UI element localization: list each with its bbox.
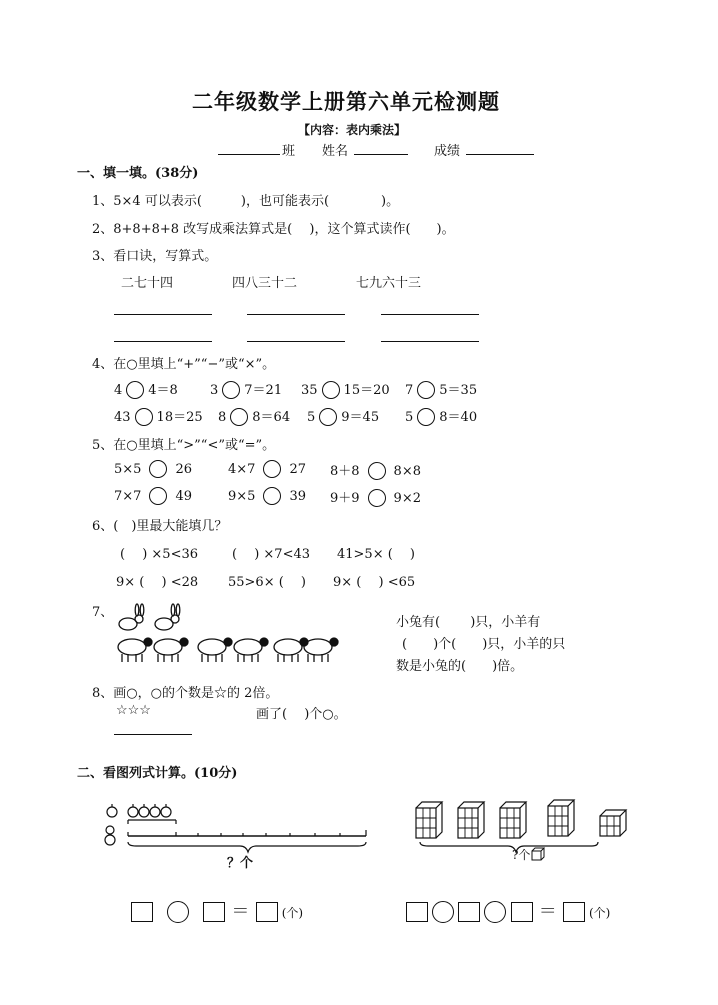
operator-circle[interactable]	[484, 901, 506, 923]
q8-right-text: 画了( )个○。	[256, 707, 347, 722]
q6-item: 55>6× ( )	[228, 575, 307, 590]
sheep-icon	[198, 638, 232, 662]
blank-circle[interactable]	[149, 460, 167, 478]
answer-line[interactable]	[381, 341, 479, 342]
q6-item: ( ) ×5<36	[120, 547, 199, 562]
score-blank[interactable]	[466, 154, 534, 155]
apple-icon	[161, 804, 171, 817]
q5-item: 7×7 49	[114, 489, 192, 504]
q4-item: 8 8＝64	[218, 410, 291, 425]
blank-circle[interactable]	[417, 381, 435, 399]
apple-icon	[150, 804, 160, 817]
answer-line[interactable]	[381, 314, 479, 315]
q7-line-1: 小兔有( )只，小羊有	[396, 615, 541, 630]
sheep-icon	[118, 638, 152, 662]
q5-item: 4×7 27	[228, 462, 306, 477]
q6-text: 6、( )里最大能填几？	[92, 519, 228, 534]
unit-label: (个)	[588, 906, 611, 920]
apple-icon	[139, 804, 149, 817]
q4-item: 3 7＝21	[210, 383, 283, 398]
section-2-heading: 二、看图列式计算。(10分)	[77, 766, 238, 781]
right-question-label: ?个	[512, 848, 531, 862]
sheep-icon	[274, 638, 308, 662]
q8-text: 8、画○，○的个数是☆的 2倍。	[92, 686, 279, 701]
unit-label: (个)	[281, 906, 304, 920]
q7-line-3: 数是小兔的( )倍。	[396, 659, 524, 674]
apple-icon	[107, 804, 117, 817]
operator-circle[interactable]	[167, 901, 189, 923]
q8-stars: ☆☆☆	[116, 703, 151, 718]
sheep-icon	[304, 638, 338, 662]
blank-circle[interactable]	[263, 487, 281, 505]
sheep-icon	[154, 638, 188, 662]
child-icon	[105, 826, 115, 845]
q4-item: 7 5＝35	[405, 383, 478, 398]
answer-box[interactable]	[406, 902, 428, 922]
cube-stack-icon	[416, 802, 442, 838]
answer-line[interactable]	[114, 341, 212, 342]
page-subtitle: 【内容：表内乘法】	[298, 123, 407, 137]
answer-box[interactable]	[511, 902, 533, 922]
q4-item: 5 9＝45	[307, 410, 380, 425]
q5-item: 9＋9 9×2	[330, 491, 421, 506]
answer-box[interactable]	[203, 902, 225, 922]
blank-circle[interactable]	[149, 487, 167, 505]
left-question-label: ？个	[227, 856, 254, 871]
q6-item: 9× ( ) <28	[116, 575, 199, 590]
q7-number: 7、	[92, 605, 114, 620]
q3-text: 3、看口诀，写算式。	[92, 249, 218, 264]
answer-line[interactable]	[114, 734, 192, 735]
answer-box[interactable]	[458, 902, 480, 922]
blank-circle[interactable]	[222, 381, 240, 399]
cube-stack-icon	[548, 800, 574, 836]
q5-item: 8＋8 8×8	[330, 464, 421, 479]
blank-circle[interactable]	[368, 462, 386, 480]
equals-sign: ＝	[538, 901, 557, 922]
blank-circle[interactable]	[230, 408, 248, 426]
page-title: 二年级数学上册第六单元检测题	[192, 89, 500, 114]
blank-circle[interactable]	[126, 381, 144, 399]
rabbits-and-sheep-illustration	[112, 602, 340, 664]
answer-line[interactable]	[114, 314, 212, 315]
answer-box[interactable]	[256, 902, 278, 922]
name-blank[interactable]	[354, 154, 408, 155]
q3-item-1: 二七十四	[121, 276, 174, 291]
blank-circle[interactable]	[417, 408, 435, 426]
cube-stack-icon	[500, 802, 526, 838]
q4-item: 5 8＝40	[405, 410, 478, 425]
sheep-icon	[234, 638, 268, 662]
q4-item: 4 4＝8	[114, 383, 178, 398]
rabbit-icon	[155, 604, 180, 630]
apple-icon	[128, 804, 138, 817]
q5-item: 9×5 39	[228, 489, 306, 504]
blank-circle[interactable]	[322, 381, 340, 399]
cube-stack-icon	[458, 802, 484, 838]
q1-text: 1、5×4 可以表示( )，也可能表示( )。	[92, 194, 400, 209]
cube-stack-icon	[600, 810, 626, 836]
q6-item: ( ) ×7<43	[232, 547, 311, 562]
brace-bottom	[420, 842, 598, 852]
q2-text: 2、8+8+8+8 改写成乘法算式是( )，这个算式读作( )。	[92, 222, 455, 237]
right-equation	[406, 897, 610, 923]
q7-line-2: ( )个( )只，小羊的只	[402, 637, 566, 652]
blank-circle[interactable]	[368, 489, 386, 507]
equals-sign: ＝	[231, 901, 250, 922]
blank-circle[interactable]	[319, 408, 337, 426]
name-label: 姓名	[322, 144, 349, 159]
rabbit-icon	[119, 604, 144, 630]
q3-item-3: 七九六十三	[356, 276, 422, 291]
class-blank[interactable]	[218, 154, 280, 155]
blank-circle[interactable]	[135, 408, 153, 426]
q4-item: 43 18＝25	[114, 410, 203, 425]
class-label: 班	[282, 144, 296, 159]
answer-box[interactable]	[131, 902, 153, 922]
blank-circle[interactable]	[263, 460, 281, 478]
q3-item-2: 四八三十二	[232, 276, 298, 291]
left-equation	[131, 897, 303, 923]
q5-item: 5×5 26	[114, 462, 192, 477]
operator-circle[interactable]	[432, 901, 454, 923]
small-cube-icon	[532, 848, 544, 860]
brace-bottom	[128, 842, 366, 852]
q5-text: 5、在○里填上“>”“<”或“=”。	[92, 438, 276, 453]
answer-line[interactable]	[247, 341, 345, 342]
q4-text: 4、在○里填上“+”“−”或“×”。	[92, 357, 276, 372]
q6-item: 9× ( ) <65	[333, 575, 416, 590]
q4-item: 35 15＝20	[301, 383, 390, 398]
answer-line[interactable]	[247, 314, 345, 315]
answer-box[interactable]	[563, 902, 585, 922]
section-1-heading: 一、填一填。(38分)	[77, 166, 199, 181]
q6-item: 41>5× ( )	[337, 547, 416, 562]
score-label: 成绩	[434, 144, 461, 159]
